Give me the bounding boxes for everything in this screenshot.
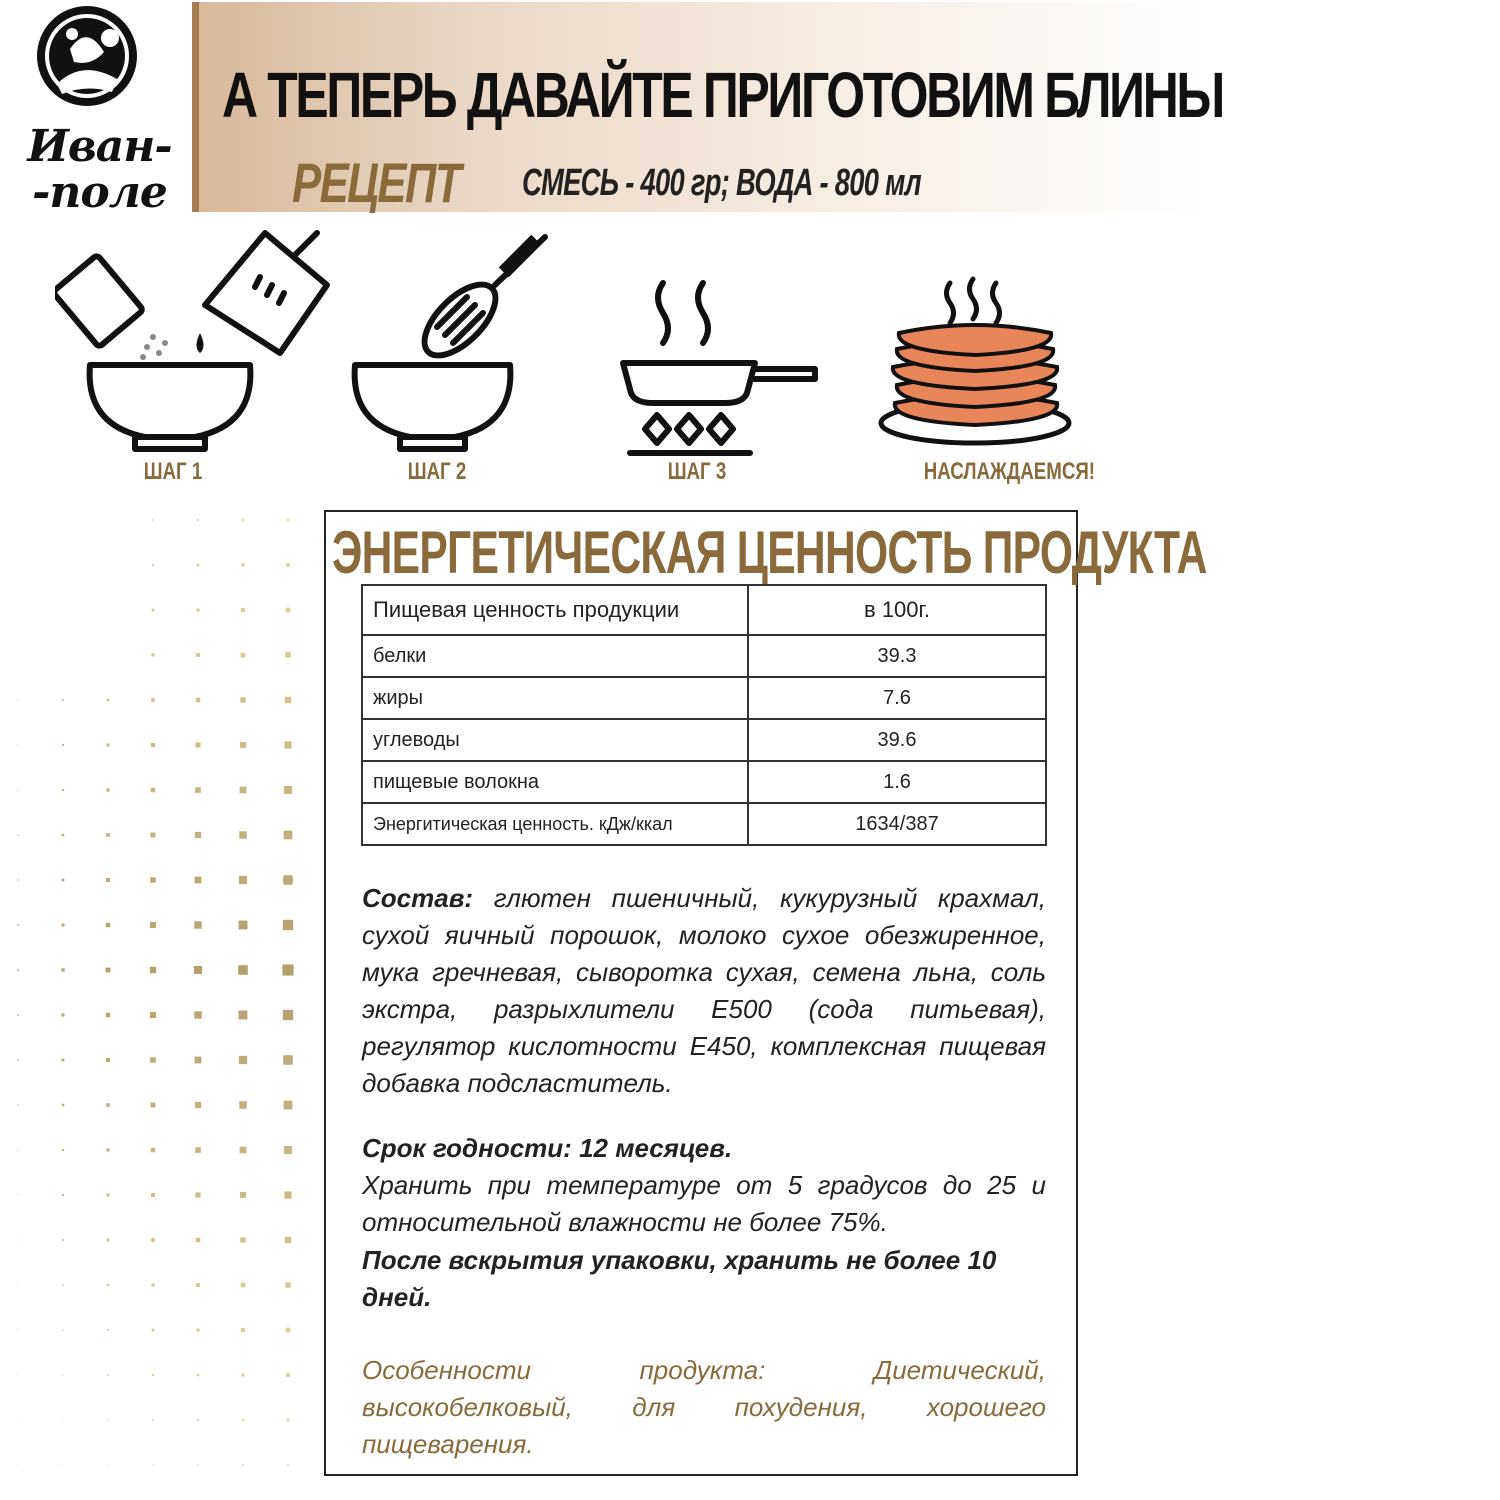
decorative-dot-pattern [0,500,330,1500]
decor-dot [239,921,248,930]
logo-emblem-icon [12,4,152,114]
table-cell-value: 1.6 [748,761,1046,803]
decor-dot [197,1374,200,1377]
decor-dot [152,519,154,521]
decor-dot [106,1193,109,1196]
decor-dot [240,742,246,748]
decor-dot [195,1057,202,1064]
decor-dot [18,1285,19,1286]
decor-dot [239,831,247,839]
decor-dot [62,1239,64,1241]
decor-dot [17,1149,18,1150]
decor-dot [195,742,200,747]
after-opening-paragraph: После вскрытия упаковки, хранить не более 10 дней. [362,1245,997,1312]
decor-dot [242,1464,244,1466]
decor-dot [107,1329,109,1331]
frying-pan-on-stove-icon [615,275,830,460]
card-title: ЭНЕРГЕТИЧЕСКАЯ ЦЕННОСТЬ ПРОДУКТА [332,519,1207,586]
decor-dot [108,1465,109,1466]
decor-dot [195,877,202,884]
decor-dot [150,1057,155,1062]
decor-dot [285,1282,290,1287]
decor-dot [17,1014,18,1015]
decor-dot [196,1283,200,1287]
table-cell-value: 39.3 [748,635,1046,677]
decor-dot [241,1283,246,1288]
decor-dot [17,1104,18,1105]
decor-dot [61,968,64,971]
decor-dot [241,563,244,566]
decor-dot [107,1284,109,1286]
decor-dot [17,789,18,790]
decor-dot [152,1464,153,1465]
table-cell-value: 7.6 [748,677,1046,719]
decor-dot [18,1420,19,1421]
table-header-cell: в 100г. [748,585,1046,635]
nutrition-card [324,510,1207,1476]
brand-line2: -поле [32,167,167,218]
decor-dot [151,1283,154,1286]
decor-dot [240,787,247,794]
decor-dot [284,831,293,840]
decor-dot [106,1058,110,1062]
decor-dot [194,921,201,928]
storage-paragraph: Хранить при температуре от 5 градусов до 25 и относительной влажности не более 75%. [362,1170,1046,1237]
decor-dot [287,1464,289,1466]
decor-dot [285,1237,291,1243]
decor-dot [18,1375,19,1376]
decor-dot [17,879,18,880]
table-header-row [362,585,1046,635]
page-title: А ТЕПЕРЬ ДАВАЙТЕ ПРИГОТОВИМ БЛИНЫ [222,59,1223,131]
shelf-life-value: 12 месяцев. [579,1133,733,1163]
decor-dot [152,1329,155,1332]
shelf-life-paragraph [362,1130,1046,1167]
decor-dot [62,1329,63,1330]
composition-paragraph [362,880,1046,1102]
decor-dot [106,1103,110,1107]
decor-dot [285,652,290,657]
table-row [362,635,1046,677]
decor-dot [150,922,156,928]
decor-dot [107,699,110,702]
decor-dot [284,741,291,748]
mixing-bowl-with-ingredients-icon [55,225,345,460]
decor-dot [196,1238,201,1243]
step-2-label: ШАГ 2 [407,458,467,485]
decor-dot [286,1373,290,1377]
decor-dot [62,1104,65,1107]
table-row [362,719,1046,761]
decor-dot [62,879,65,882]
decor-dot [151,698,155,702]
decor-dot [283,1010,293,1020]
decor-dot [106,923,110,927]
decor-dot [152,1374,154,1376]
decor-dot [284,786,292,794]
decor-dot [240,1192,246,1198]
decor-dot [239,1011,248,1020]
decor-dot [17,834,18,835]
step-1-label: ШАГ 1 [143,458,203,485]
decor-dot [285,697,291,703]
decor-dot [282,964,293,975]
decor-dot [17,1059,18,1060]
decor-dot [17,1194,18,1195]
table-cell-value: 39.6 [748,719,1046,761]
decor-dot [194,966,202,974]
decor-dot [151,1193,155,1197]
decor-dot [151,1238,155,1242]
decor-dot [284,1146,292,1154]
decor-dot [151,653,154,656]
decor-dot [63,1465,64,1466]
decor-dot [197,519,199,521]
brand-line1: Иван- [27,121,172,172]
decor-dot [150,1012,156,1018]
decor-dot [242,1419,245,1422]
table-cell-label: белки [362,635,748,677]
decor-dot [62,1284,64,1286]
table-cell-value: 1634/387 [748,803,1046,845]
decor-dot [240,1147,247,1154]
decor-dot [106,743,109,746]
table-cell-label: Энергитическая ценность. кДж/ккал [362,803,748,845]
decor-dot [284,1191,291,1198]
decor-dot [283,875,293,885]
decor-dot [152,564,154,566]
enjoy-label: НАСЛАЖДАЕМСЯ! [923,458,1096,485]
decor-dot [151,788,156,793]
pancake-stack-icon [875,275,1080,455]
decor-dot [62,699,64,701]
decor-dot [151,1148,156,1153]
composition-text: глютен пшеничный, кукурузный крахмал, сухой яичный порошок, молоко сухое обезжиренное, мука гречневая, сыворотка сухая, семена льна, соль экстра, разрыхлители E500 (сода питьевая), регулятор кислотности E450, комплексная пищевая добавка подсластитель. [362,883,1046,1098]
decor-dot [150,832,155,837]
decor-dot [286,563,290,567]
decor-dot [107,1239,110,1242]
decor-dot [194,1011,201,1018]
decor-dot [195,832,201,838]
decor-dot [286,1418,289,1421]
decor-dot [286,518,289,521]
decor-dot [17,924,18,925]
decor-dot [62,744,64,746]
decor-dot [150,877,155,882]
decor-dot [106,833,110,837]
table-row [362,677,1046,719]
composition-label: Состав: [362,883,474,913]
decor-dot [196,608,199,611]
decor-dot [151,743,155,747]
product-features-paragraph: Особенности продукта: Диетический, высокобелковый, для похудения, хорошего пищеварения. [362,1355,1046,1459]
decor-dot [62,789,64,791]
decor-dot [107,1419,108,1420]
decor-dot [240,697,245,702]
decor-dot [150,967,156,973]
decor-dot [17,969,19,971]
decor-dot [241,1373,244,1376]
table-cell-label: пищевые волокна [362,761,748,803]
nutrition-table [361,584,1047,846]
decor-dot [152,609,155,612]
decor-dot [238,965,248,975]
table-cell-label: углеводы [362,719,748,761]
decor-dot [239,1101,247,1109]
decor-dot [195,1192,200,1197]
decor-dot [106,1013,110,1017]
decor-dot [196,698,201,703]
recipe-label: РЕЦЕПТ [292,151,460,214]
decor-dot [62,924,65,927]
decor-dot [286,1328,291,1333]
decor-dot [241,1328,245,1332]
decor-dot [62,1059,65,1062]
decor-dot [62,1374,63,1375]
decor-dot [241,653,246,658]
decor-dot [63,1420,64,1421]
decor-dot [196,653,200,657]
recipe-proportions: СМЕСЬ - 400 гр; ВОДА - 800 мл [522,162,921,204]
step-3-label: ШАГ 3 [667,458,727,485]
table-cell-label: жиры [362,677,748,719]
decor-dot [239,876,247,884]
decor-dot [242,519,245,522]
table-header-cell: Пищевая ценность продукции [362,585,748,635]
decor-dot [150,1102,155,1107]
decor-dot [62,1149,64,1151]
decor-dot [283,920,293,930]
decor-dot [241,608,245,612]
decor-dot [62,1194,64,1196]
decor-dot [286,608,291,613]
decor-dot [195,787,201,793]
decor-dot [239,1056,247,1064]
decor-dot [107,1374,109,1376]
brand-logo [12,4,172,219]
decor-dot [18,1465,19,1466]
table-row [362,803,1046,845]
decor-dot [18,700,19,701]
decor-dot [283,1055,293,1065]
decor-dot [62,1014,65,1017]
decor-dot [152,1419,154,1421]
decor-dot [196,1328,199,1331]
decor-dot [106,788,109,791]
decor-dot [197,564,200,567]
table-row [362,761,1046,803]
shelf-life-label: Срок годности: [362,1133,572,1163]
decor-dot [240,1237,245,1242]
decor-dot [106,968,111,973]
decor-dot [17,744,18,745]
bowl-whisk-icon [345,225,565,460]
decor-dot [284,1101,293,1110]
decor-dot [106,878,110,882]
decor-dot [197,1419,199,1421]
decor-dot [195,1147,201,1153]
decor-dot [18,1330,19,1331]
decor-dot [195,1102,201,1108]
decor-dot [106,1148,109,1151]
decor-dot [18,1240,19,1241]
decor-dot [197,1464,199,1466]
decor-dot [62,834,65,837]
